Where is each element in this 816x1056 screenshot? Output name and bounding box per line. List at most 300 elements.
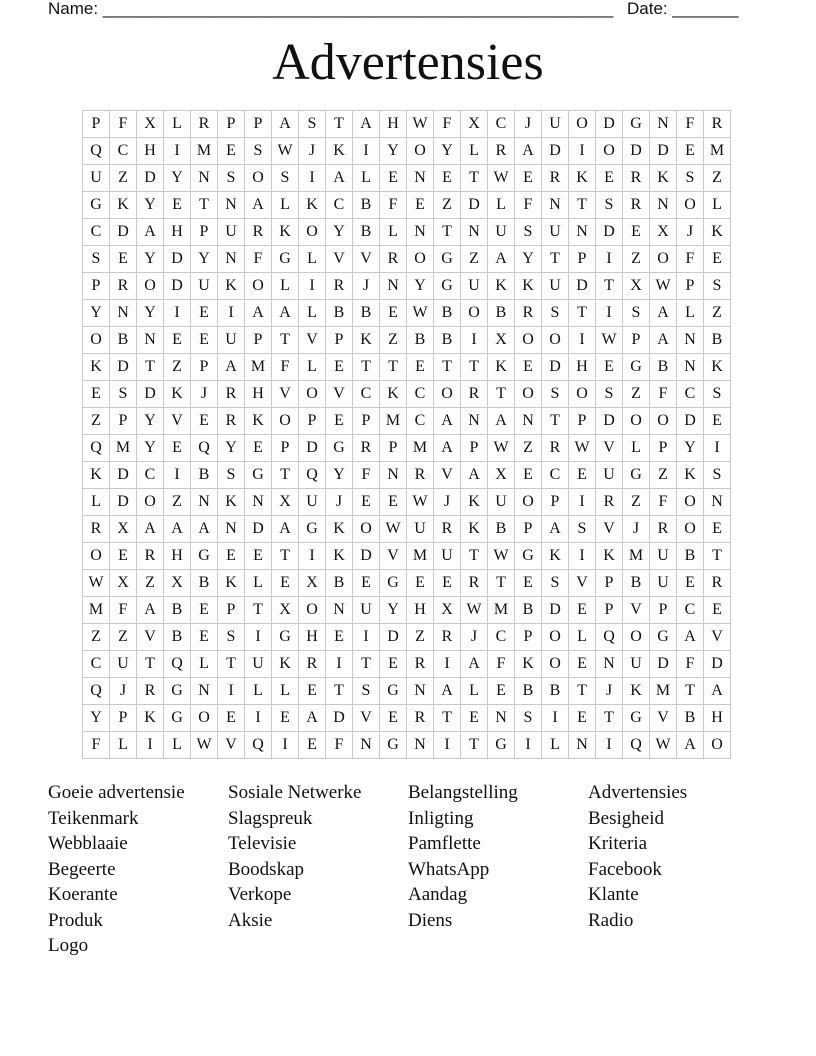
grid-cell: I bbox=[542, 705, 569, 732]
grid-cell: I bbox=[299, 165, 326, 192]
grid-cell: K bbox=[677, 462, 704, 489]
grid-cell: P bbox=[299, 408, 326, 435]
grid-cell: T bbox=[434, 219, 461, 246]
grid-cell: E bbox=[110, 246, 137, 273]
grid-cell: B bbox=[434, 327, 461, 354]
grid-cell: L bbox=[83, 489, 110, 516]
grid-cell: G bbox=[515, 543, 542, 570]
grid-cell: A bbox=[650, 300, 677, 327]
grid-cell: C bbox=[488, 111, 515, 138]
grid-cell: K bbox=[83, 462, 110, 489]
grid-cell: R bbox=[488, 138, 515, 165]
grid-cell: F bbox=[677, 246, 704, 273]
grid-cell: S bbox=[272, 165, 299, 192]
grid-cell: M bbox=[407, 543, 434, 570]
word-list-item: Diens bbox=[408, 909, 453, 931]
grid-cell: R bbox=[704, 570, 731, 597]
grid-cell: N bbox=[461, 219, 488, 246]
grid-cell: L bbox=[245, 678, 272, 705]
grid-cell: T bbox=[596, 273, 623, 300]
grid-cell: Z bbox=[83, 624, 110, 651]
grid-cell: O bbox=[353, 516, 380, 543]
grid-cell: A bbox=[245, 192, 272, 219]
grid-cell: K bbox=[299, 192, 326, 219]
grid-cell: T bbox=[434, 354, 461, 381]
grid-cell: K bbox=[380, 381, 407, 408]
grid-cell: U bbox=[407, 516, 434, 543]
grid-cell: O bbox=[407, 246, 434, 273]
grid-cell: E bbox=[407, 354, 434, 381]
grid-cell: R bbox=[623, 192, 650, 219]
word-list-item: Begeerte bbox=[48, 858, 116, 880]
grid-cell: O bbox=[677, 192, 704, 219]
grid-cell: E bbox=[515, 165, 542, 192]
grid-cell: F bbox=[488, 651, 515, 678]
grid-cell: E bbox=[677, 570, 704, 597]
grid-cell: T bbox=[461, 732, 488, 759]
grid-cell: K bbox=[326, 138, 353, 165]
grid-cell: F bbox=[677, 111, 704, 138]
grid-cell: E bbox=[407, 192, 434, 219]
grid-cell: E bbox=[272, 570, 299, 597]
grid-cell: J bbox=[677, 219, 704, 246]
grid-cell: R bbox=[461, 381, 488, 408]
grid-cell: A bbox=[515, 138, 542, 165]
grid-cell: C bbox=[83, 651, 110, 678]
grid-cell: P bbox=[245, 111, 272, 138]
grid-cell: C bbox=[407, 408, 434, 435]
grid-cell: M bbox=[407, 435, 434, 462]
grid-cell: U bbox=[218, 327, 245, 354]
word-list-item: Besigheid bbox=[588, 807, 664, 829]
grid-cell: B bbox=[353, 219, 380, 246]
grid-cell: T bbox=[461, 354, 488, 381]
grid-cell: S bbox=[677, 165, 704, 192]
grid-cell: I bbox=[299, 543, 326, 570]
grid-cell: E bbox=[461, 705, 488, 732]
grid-cell: Q bbox=[191, 435, 218, 462]
grid-cell: L bbox=[380, 219, 407, 246]
grid-cell: I bbox=[299, 273, 326, 300]
grid-cell: E bbox=[515, 570, 542, 597]
grid-cell: L bbox=[164, 732, 191, 759]
grid-cell: P bbox=[650, 597, 677, 624]
grid-cell: A bbox=[245, 300, 272, 327]
grid-cell: R bbox=[326, 273, 353, 300]
grid-cell: G bbox=[299, 516, 326, 543]
grid-cell: B bbox=[515, 678, 542, 705]
grid-cell: E bbox=[704, 408, 731, 435]
grid-cell: E bbox=[245, 435, 272, 462]
grid-cell: V bbox=[326, 381, 353, 408]
grid-cell: T bbox=[326, 678, 353, 705]
grid-cell: Z bbox=[137, 570, 164, 597]
grid-cell: K bbox=[218, 570, 245, 597]
grid-cell: X bbox=[110, 570, 137, 597]
grid-cell: E bbox=[110, 543, 137, 570]
grid-cell: X bbox=[272, 597, 299, 624]
grid-cell: T bbox=[434, 705, 461, 732]
grid-cell: I bbox=[218, 678, 245, 705]
grid-cell: P bbox=[83, 273, 110, 300]
grid-cell: B bbox=[191, 570, 218, 597]
grid-cell: K bbox=[461, 516, 488, 543]
grid-cell: E bbox=[569, 651, 596, 678]
grid-cell: F bbox=[650, 489, 677, 516]
grid-cell: Q bbox=[83, 138, 110, 165]
grid-cell: T bbox=[461, 165, 488, 192]
grid-cell: W bbox=[407, 111, 434, 138]
grid-cell: S bbox=[569, 516, 596, 543]
grid-cell: X bbox=[272, 489, 299, 516]
grid-cell: D bbox=[380, 624, 407, 651]
word-list-item: Produk bbox=[48, 909, 103, 931]
grid-cell: F bbox=[650, 381, 677, 408]
grid-cell: J bbox=[110, 678, 137, 705]
grid-cell: T bbox=[569, 678, 596, 705]
grid-cell: K bbox=[461, 489, 488, 516]
grid-cell: I bbox=[596, 300, 623, 327]
grid-cell: V bbox=[704, 624, 731, 651]
grid-cell: E bbox=[272, 705, 299, 732]
word-list-item: Boodskap bbox=[228, 858, 304, 880]
grid-cell: S bbox=[218, 624, 245, 651]
grid-cell: N bbox=[569, 732, 596, 759]
grid-cell: J bbox=[434, 489, 461, 516]
grid-cell: E bbox=[191, 408, 218, 435]
grid-cell: N bbox=[218, 192, 245, 219]
grid-cell: S bbox=[542, 381, 569, 408]
word-search-grid bbox=[82, 110, 731, 759]
grid-cell: A bbox=[461, 651, 488, 678]
grid-cell: S bbox=[299, 111, 326, 138]
grid-cell: T bbox=[488, 381, 515, 408]
grid-cell: U bbox=[83, 165, 110, 192]
grid-cell: C bbox=[83, 219, 110, 246]
grid-cell: O bbox=[542, 327, 569, 354]
word-list-item: Slagspreuk bbox=[228, 807, 313, 829]
grid-cell: A bbox=[488, 408, 515, 435]
grid-cell: U bbox=[650, 543, 677, 570]
grid-cell: D bbox=[623, 138, 650, 165]
grid-cell: U bbox=[191, 273, 218, 300]
grid-cell: N bbox=[110, 300, 137, 327]
grid-cell: O bbox=[677, 489, 704, 516]
grid-cell: L bbox=[245, 570, 272, 597]
grid-cell: O bbox=[461, 300, 488, 327]
grid-cell: R bbox=[218, 381, 245, 408]
grid-cell: P bbox=[650, 435, 677, 462]
grid-cell: K bbox=[272, 651, 299, 678]
grid-cell: N bbox=[218, 246, 245, 273]
grid-cell: P bbox=[353, 408, 380, 435]
grid-cell: D bbox=[542, 354, 569, 381]
grid-cell: E bbox=[380, 165, 407, 192]
grid-cell: G bbox=[650, 624, 677, 651]
word-list-item: Aksie bbox=[228, 909, 273, 931]
grid-cell: L bbox=[542, 732, 569, 759]
grid-cell: A bbox=[677, 732, 704, 759]
grid-cell: D bbox=[596, 408, 623, 435]
word-list-item: Aandag bbox=[408, 884, 468, 905]
grid-cell: I bbox=[515, 732, 542, 759]
grid-cell: D bbox=[353, 543, 380, 570]
grid-cell: E bbox=[299, 732, 326, 759]
grid-cell: A bbox=[218, 354, 245, 381]
grid-cell: B bbox=[650, 354, 677, 381]
grid-cell: J bbox=[515, 111, 542, 138]
grid-cell: L bbox=[623, 435, 650, 462]
grid-cell: G bbox=[272, 624, 299, 651]
grid-cell: A bbox=[137, 219, 164, 246]
grid-cell: S bbox=[245, 138, 272, 165]
grid-cell: N bbox=[461, 408, 488, 435]
grid-cell: L bbox=[299, 246, 326, 273]
grid-cell: G bbox=[623, 705, 650, 732]
grid-cell: R bbox=[407, 705, 434, 732]
grid-cell: A bbox=[677, 624, 704, 651]
grid-cell: A bbox=[164, 516, 191, 543]
grid-cell: C bbox=[407, 381, 434, 408]
word-list-item: Belangstelling bbox=[408, 782, 518, 803]
grid-cell: E bbox=[191, 624, 218, 651]
grid-cell: Y bbox=[164, 165, 191, 192]
grid-cell: N bbox=[326, 597, 353, 624]
grid-cell: K bbox=[569, 165, 596, 192]
grid-cell: B bbox=[677, 705, 704, 732]
grid-cell: B bbox=[515, 597, 542, 624]
grid-cell: P bbox=[191, 354, 218, 381]
grid-cell: S bbox=[515, 219, 542, 246]
grid-cell: O bbox=[596, 138, 623, 165]
grid-cell: O bbox=[569, 111, 596, 138]
grid-cell: M bbox=[110, 435, 137, 462]
grid-cell: E bbox=[488, 678, 515, 705]
grid-cell: T bbox=[272, 543, 299, 570]
grid-cell: R bbox=[542, 435, 569, 462]
grid-cell: J bbox=[461, 624, 488, 651]
grid-cell: T bbox=[461, 543, 488, 570]
grid-cell: O bbox=[515, 327, 542, 354]
grid-cell: N bbox=[380, 462, 407, 489]
word-list-item: Verkope bbox=[228, 884, 292, 905]
grid-cell: P bbox=[326, 327, 353, 354]
grid-cell: B bbox=[326, 300, 353, 327]
grid-cell: Z bbox=[650, 462, 677, 489]
grid-cell: Y bbox=[137, 246, 164, 273]
grid-cell: C bbox=[542, 462, 569, 489]
grid-cell: W bbox=[380, 516, 407, 543]
grid-cell: R bbox=[137, 543, 164, 570]
grid-cell: N bbox=[704, 489, 731, 516]
grid-cell: O bbox=[299, 381, 326, 408]
grid-cell: C bbox=[488, 624, 515, 651]
word-list-item: Klante bbox=[588, 884, 639, 905]
grid-cell: P bbox=[596, 570, 623, 597]
grid-cell: K bbox=[515, 273, 542, 300]
grid-cell: D bbox=[137, 381, 164, 408]
grid-cell: D bbox=[326, 705, 353, 732]
grid-cell: P bbox=[677, 273, 704, 300]
grid-cell: D bbox=[110, 219, 137, 246]
grid-cell: P bbox=[245, 327, 272, 354]
grid-cell: V bbox=[299, 327, 326, 354]
grid-cell: I bbox=[569, 489, 596, 516]
grid-cell: N bbox=[407, 219, 434, 246]
grid-cell: F bbox=[353, 462, 380, 489]
grid-cell: K bbox=[83, 354, 110, 381]
grid-cell: K bbox=[218, 273, 245, 300]
grid-cell: R bbox=[623, 165, 650, 192]
grid-cell: D bbox=[596, 111, 623, 138]
grid-cell: O bbox=[542, 651, 569, 678]
word-list-item: Teikenmark bbox=[48, 807, 139, 829]
grid-cell: D bbox=[569, 273, 596, 300]
word-list-item: Koerante bbox=[48, 884, 118, 905]
grid-cell: I bbox=[353, 138, 380, 165]
word-list bbox=[48, 780, 768, 959]
grid-cell: X bbox=[434, 597, 461, 624]
grid-cell: N bbox=[515, 408, 542, 435]
grid-cell: P bbox=[515, 516, 542, 543]
grid-cell: E bbox=[218, 705, 245, 732]
grid-cell: O bbox=[137, 489, 164, 516]
grid-cell: K bbox=[137, 705, 164, 732]
grid-cell: T bbox=[569, 192, 596, 219]
grid-cell: P bbox=[272, 435, 299, 462]
grid-cell: S bbox=[83, 246, 110, 273]
grid-cell: N bbox=[245, 489, 272, 516]
grid-cell: S bbox=[110, 381, 137, 408]
grid-cell: E bbox=[164, 192, 191, 219]
grid-cell: L bbox=[191, 651, 218, 678]
grid-cell: I bbox=[461, 327, 488, 354]
grid-cell: N bbox=[407, 165, 434, 192]
grid-cell: Z bbox=[704, 300, 731, 327]
grid-cell: W bbox=[461, 597, 488, 624]
grid-cell: Y bbox=[380, 138, 407, 165]
grid-cell: T bbox=[353, 354, 380, 381]
grid-cell: R bbox=[299, 651, 326, 678]
grid-cell: E bbox=[623, 219, 650, 246]
grid-cell: B bbox=[191, 462, 218, 489]
grid-cell: D bbox=[650, 651, 677, 678]
grid-cell: X bbox=[110, 516, 137, 543]
grid-cell: P bbox=[569, 408, 596, 435]
grid-cell: O bbox=[434, 381, 461, 408]
grid-cell: B bbox=[488, 516, 515, 543]
grid-cell: H bbox=[245, 381, 272, 408]
word-list-item: Goeie advertensie bbox=[48, 782, 185, 803]
grid-cell: N bbox=[677, 327, 704, 354]
grid-cell: T bbox=[542, 246, 569, 273]
grid-cell: G bbox=[380, 570, 407, 597]
grid-cell: L bbox=[704, 192, 731, 219]
grid-cell: W bbox=[488, 165, 515, 192]
grid-cell: P bbox=[110, 705, 137, 732]
grid-cell: Z bbox=[434, 192, 461, 219]
grid-cell: J bbox=[299, 138, 326, 165]
grid-cell: T bbox=[137, 354, 164, 381]
grid-cell: O bbox=[299, 597, 326, 624]
grid-cell: E bbox=[380, 705, 407, 732]
grid-cell: N bbox=[191, 489, 218, 516]
grid-cell: Y bbox=[218, 435, 245, 462]
grid-cell: G bbox=[326, 435, 353, 462]
grid-cell: D bbox=[110, 462, 137, 489]
grid-cell: D bbox=[596, 219, 623, 246]
grid-cell: G bbox=[380, 678, 407, 705]
grid-cell: L bbox=[461, 138, 488, 165]
grid-cell: N bbox=[191, 165, 218, 192]
grid-cell: N bbox=[677, 354, 704, 381]
grid-cell: F bbox=[326, 732, 353, 759]
grid-cell: D bbox=[650, 138, 677, 165]
header bbox=[48, 0, 748, 21]
grid-cell: T bbox=[569, 300, 596, 327]
grid-cell: U bbox=[434, 543, 461, 570]
grid-cell: U bbox=[542, 273, 569, 300]
grid-cell: W bbox=[596, 327, 623, 354]
grid-cell: I bbox=[569, 138, 596, 165]
grid-cell: G bbox=[434, 273, 461, 300]
grid-cell: L bbox=[164, 111, 191, 138]
grid-cell: W bbox=[83, 570, 110, 597]
grid-cell: F bbox=[515, 192, 542, 219]
word-list-item: Kriteria bbox=[588, 833, 648, 854]
grid-cell: E bbox=[434, 165, 461, 192]
word-list-item: WhatsApp bbox=[408, 858, 490, 880]
grid-cell: Y bbox=[83, 300, 110, 327]
grid-cell: R bbox=[380, 246, 407, 273]
grid-cell: P bbox=[380, 435, 407, 462]
grid-cell: B bbox=[677, 543, 704, 570]
grid-cell: B bbox=[704, 327, 731, 354]
grid-cell: A bbox=[488, 246, 515, 273]
grid-cell: B bbox=[434, 300, 461, 327]
grid-cell: I bbox=[704, 435, 731, 462]
grid-cell: E bbox=[569, 597, 596, 624]
grid-cell: S bbox=[542, 570, 569, 597]
grid-cell: B bbox=[623, 570, 650, 597]
grid-cell: Q bbox=[83, 435, 110, 462]
grid-cell: E bbox=[326, 624, 353, 651]
grid-cell: O bbox=[650, 246, 677, 273]
grid-cell: Z bbox=[164, 489, 191, 516]
grid-cell: B bbox=[488, 300, 515, 327]
grid-cell: I bbox=[353, 624, 380, 651]
grid-cell: E bbox=[299, 678, 326, 705]
grid-cell: O bbox=[191, 705, 218, 732]
grid-cell: U bbox=[110, 651, 137, 678]
grid-cell: V bbox=[650, 705, 677, 732]
grid-cell: K bbox=[488, 273, 515, 300]
grid-cell: E bbox=[191, 300, 218, 327]
grid-cell: N bbox=[353, 732, 380, 759]
grid-cell: A bbox=[353, 111, 380, 138]
grid-cell: R bbox=[218, 408, 245, 435]
grid-cell: Y bbox=[191, 246, 218, 273]
grid-cell: M bbox=[380, 408, 407, 435]
grid-cell: Y bbox=[137, 192, 164, 219]
grid-cell: Y bbox=[83, 705, 110, 732]
grid-cell: W bbox=[191, 732, 218, 759]
grid-cell: O bbox=[245, 273, 272, 300]
grid-cell: A bbox=[434, 408, 461, 435]
grid-cell: U bbox=[542, 219, 569, 246]
grid-cell: E bbox=[353, 489, 380, 516]
grid-cell: Z bbox=[380, 327, 407, 354]
